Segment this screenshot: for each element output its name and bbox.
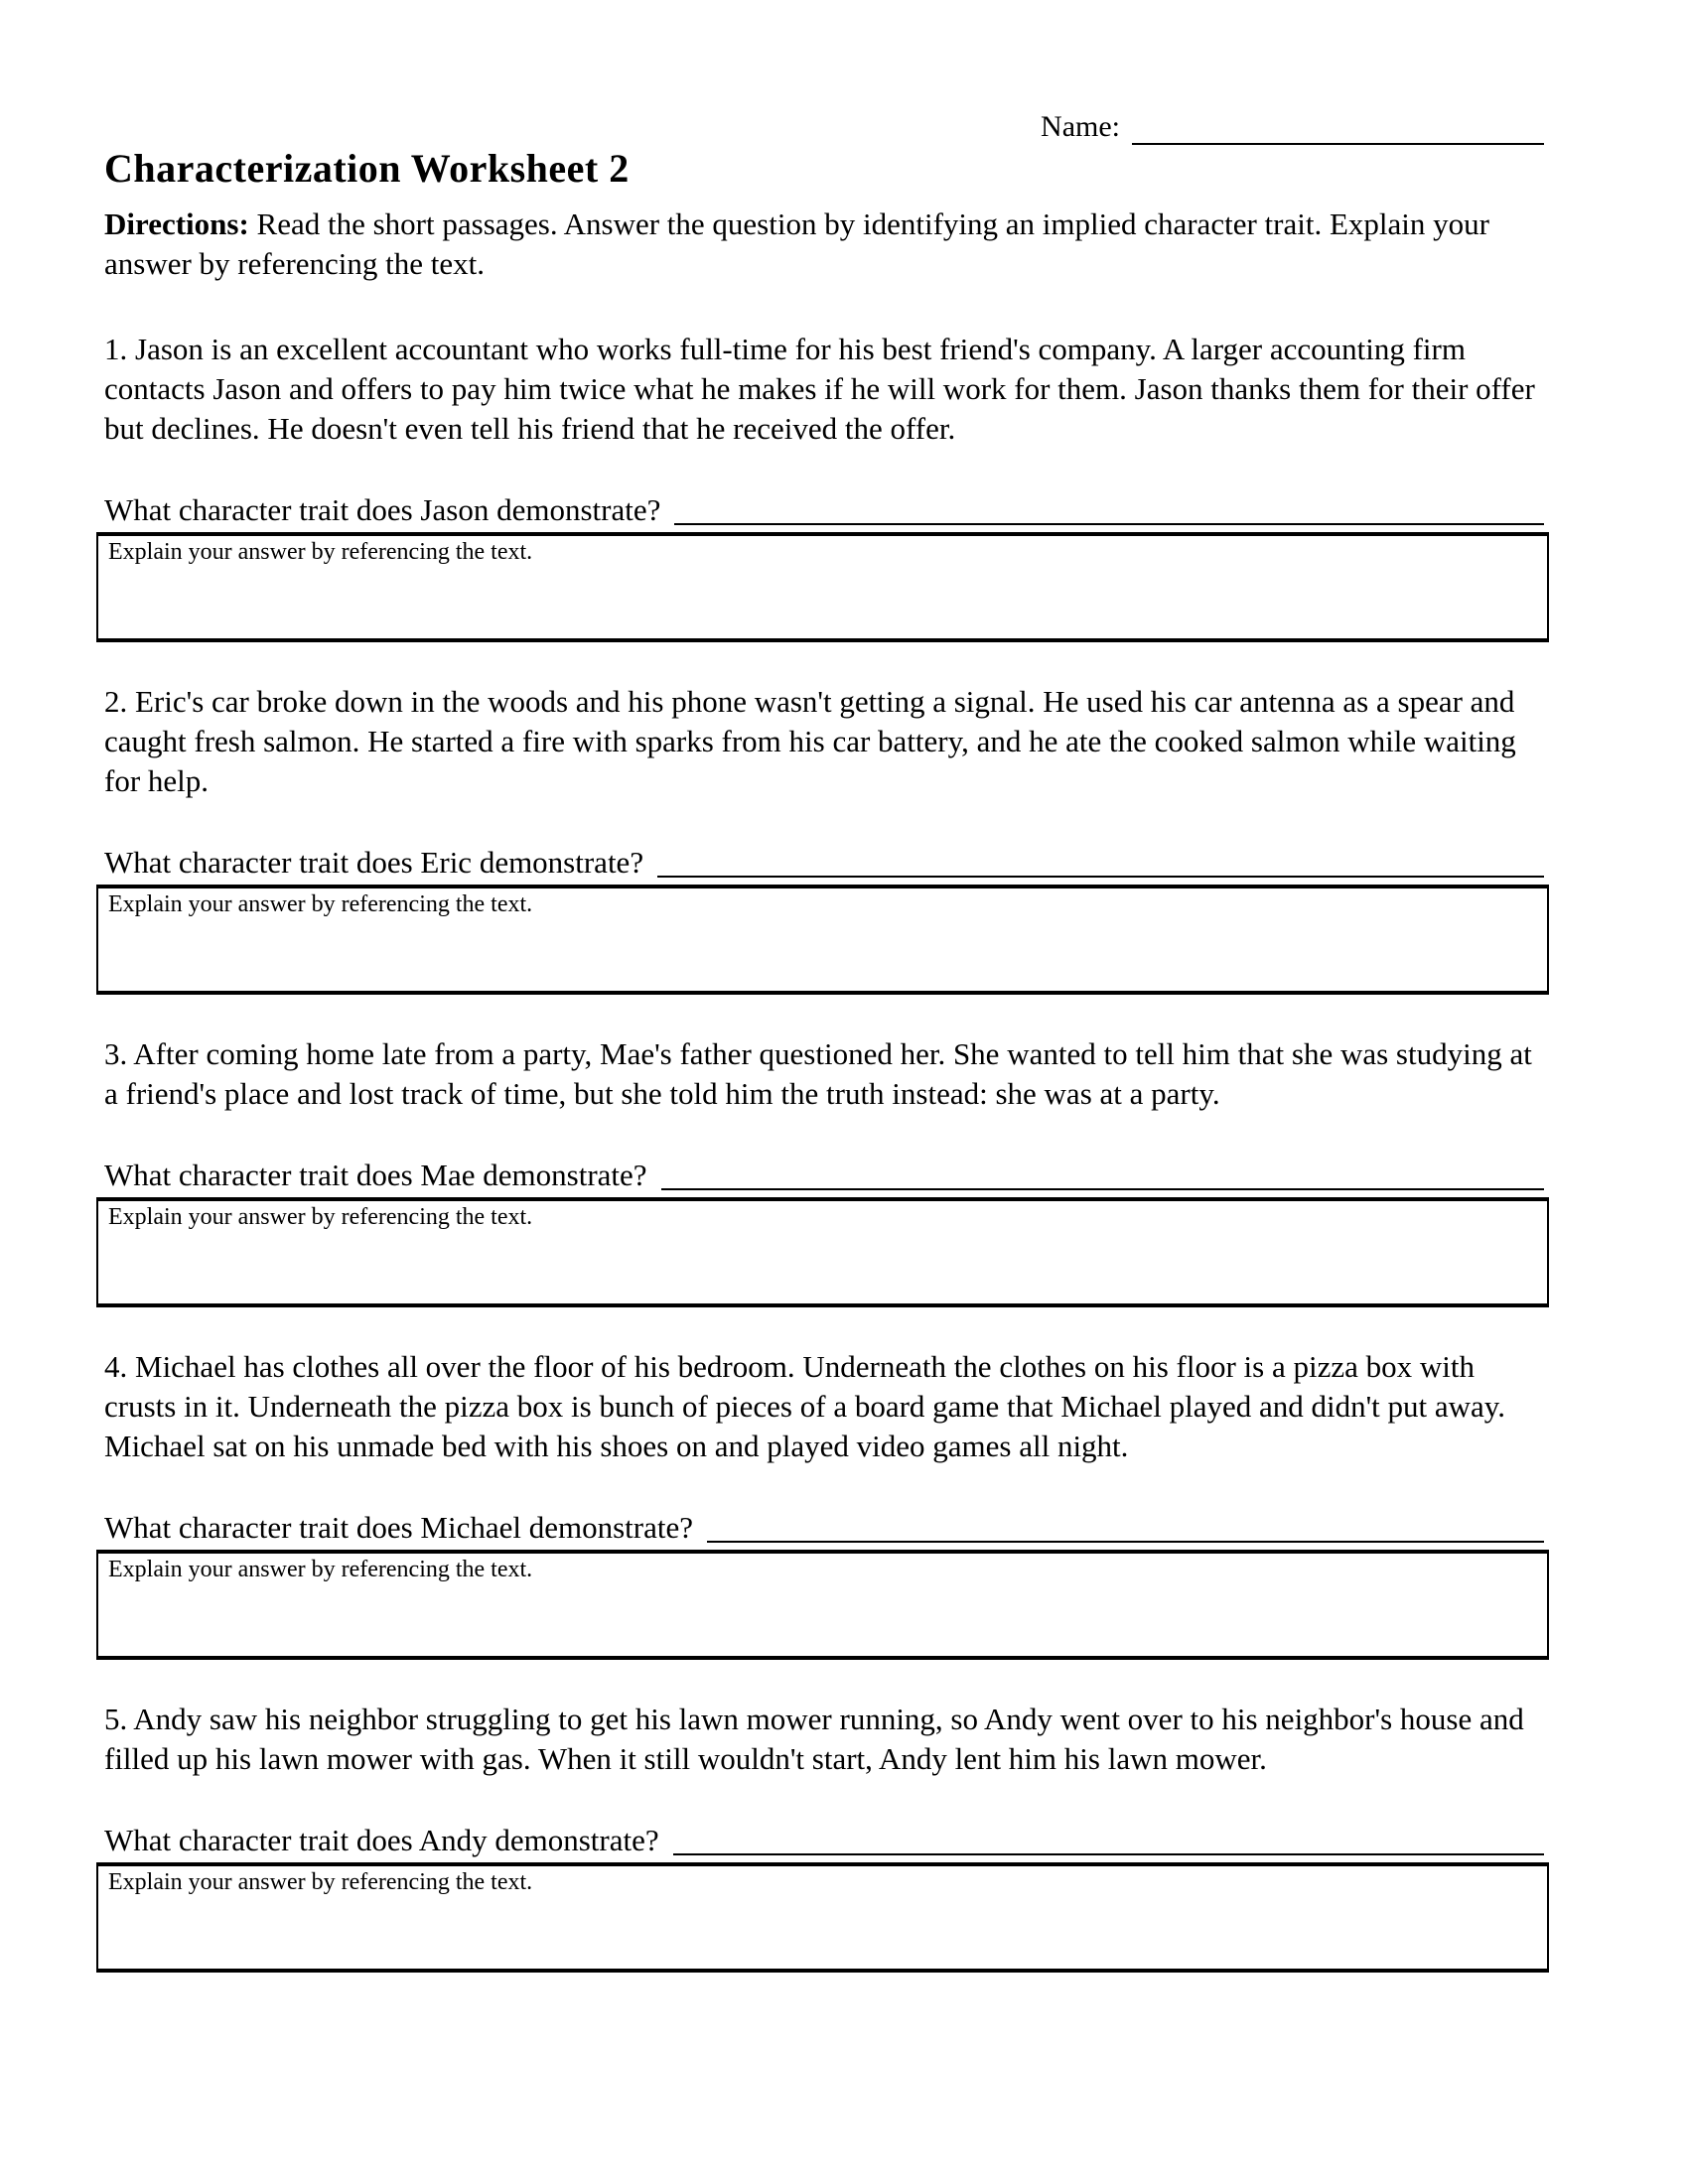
- trait-answer-line[interactable]: [707, 1508, 1544, 1543]
- passage-body: Jason is an excellent accountant who works full-time for his best friend's company. A larger accounting firm contacts Jason and offers to pay him twice what he makes if he will work for them. Jason thanks them for their offer but declines. He doesn't even tell his friend that he received the offer.: [104, 332, 1535, 446]
- explanation-box[interactable]: [96, 1862, 1549, 1973]
- trait-answer-line[interactable]: [673, 1821, 1544, 1855]
- explanation-box-label: Explain your answer by referencing the text.: [108, 1869, 533, 1895]
- explanation-box[interactable]: [96, 532, 1549, 642]
- passage-number: 4.: [104, 1349, 128, 1384]
- passage-text: [104, 330, 1544, 449]
- passage-body: After coming home late from a party, Mae's father questioned her. She wanted to tell him that she was studying at a friend's place and lost track of time, but she told him the truth instead: she was at a party.: [104, 1036, 1532, 1111]
- passage-text: [104, 1034, 1544, 1114]
- directions-text: Read the short passages. Answer the question by identifying an implied character trait. Explain your answer by referencing the text.: [104, 206, 1489, 281]
- trait-question-row: [104, 1156, 1544, 1195]
- trait-question-row: [104, 843, 1544, 883]
- explanation-box-label: Explain your answer by referencing the text.: [108, 539, 533, 565]
- page-title: Characterization Worksheet 2: [104, 146, 630, 191]
- name-input-line[interactable]: [1132, 115, 1544, 145]
- trait-question: What character trait does Andy demonstrate?: [104, 1823, 659, 1857]
- passage-text: [104, 682, 1544, 801]
- passage-number: 2.: [104, 684, 128, 719]
- trait-question: What character trait does Jason demonstrate?: [104, 492, 661, 527]
- trait-question-row: [104, 1821, 1544, 1860]
- passage-body: Michael has clothes all over the floor of his bedroom. Underneath the clothes on his floor is a pizza box with crusts in it. Underneath the pizza box is bunch of pieces of a board game that Michael played and didn't put away. Michael sat on his unmade bed with his shoes on and played video games all night.: [104, 1349, 1506, 1463]
- name-label: Name:: [1041, 110, 1120, 143]
- question-item-4: [104, 1347, 1544, 1660]
- passage-number: 1.: [104, 332, 128, 366]
- explanation-box-label: Explain your answer by referencing the text.: [108, 891, 533, 917]
- passage-number: 3.: [104, 1036, 128, 1071]
- trait-question-row: [104, 490, 1544, 530]
- trait-question: What character trait does Mae demonstrate?: [104, 1158, 647, 1192]
- trait-question: What character trait does Eric demonstrate?: [104, 845, 644, 880]
- explanation-box[interactable]: [96, 1197, 1549, 1307]
- question-item-2: [104, 682, 1544, 995]
- explanation-box-label: Explain your answer by referencing the text.: [108, 1204, 533, 1230]
- explanation-box-label: Explain your answer by referencing the text.: [108, 1557, 533, 1582]
- passage-body: Eric's car broke down in the woods and his phone wasn't getting a signal. He used his car antenna as a spear and caught fresh salmon. He started a fire with sparks from his car battery, and he ate the cooked salmon while waiting for help.: [104, 684, 1516, 798]
- trait-answer-line[interactable]: [661, 1156, 1544, 1190]
- passage-number: 5.: [104, 1702, 128, 1736]
- name-row: [104, 109, 1544, 145]
- explanation-box[interactable]: [96, 1550, 1549, 1660]
- question-item-3: [104, 1034, 1544, 1307]
- question-item-5: [104, 1700, 1544, 1973]
- trait-answer-line[interactable]: [657, 843, 1544, 878]
- trait-question: What character trait does Michael demonstrate?: [104, 1510, 694, 1545]
- directions: [104, 205, 1544, 284]
- question-item-1: [104, 330, 1544, 642]
- trait-question-row: [104, 1508, 1544, 1548]
- passage-body: Andy saw his neighbor struggling to get his lawn mower running, so Andy went over to his neighbor's house and filled up his lawn mower with gas. When it still wouldn't start, Andy lent him his lawn mower.: [104, 1702, 1524, 1776]
- trait-answer-line[interactable]: [674, 490, 1544, 525]
- passage-text: [104, 1347, 1544, 1466]
- explanation-box[interactable]: [96, 885, 1549, 995]
- directions-label: Directions:: [104, 206, 249, 241]
- passage-text: [104, 1700, 1544, 1779]
